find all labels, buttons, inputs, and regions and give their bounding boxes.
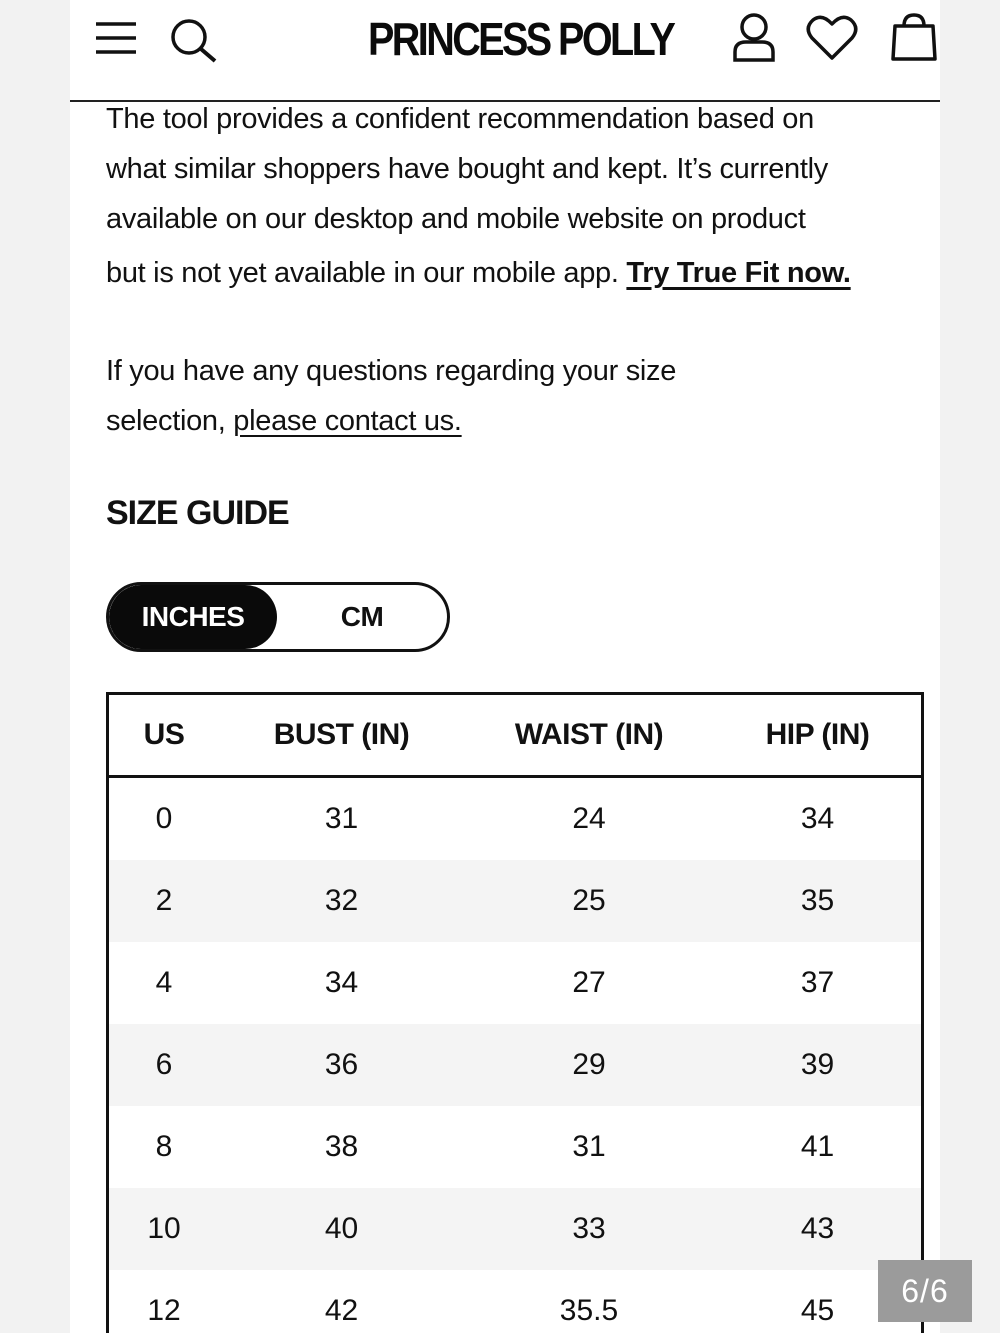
cell-us: 6 (109, 1024, 219, 1106)
unit-toggle[interactable] (106, 582, 450, 652)
table-row (109, 1024, 921, 1106)
bag-icon[interactable] (890, 12, 938, 62)
site-header (70, 0, 940, 102)
cell-us: 0 (155, 802, 173, 835)
intro-line: available on our desktop and mobile website on product (106, 203, 806, 235)
cell-hip: 45 (800, 1294, 835, 1327)
cell-waist: 25 (464, 860, 714, 942)
intro-line: what similar shoppers have bought and kept. It’s currently (106, 153, 828, 185)
cell-waist: 33 (464, 1188, 714, 1270)
intro-line-text: but is not yet available in our mobile app. (106, 257, 619, 289)
cell-us: 4 (155, 966, 173, 999)
cell-hip: 39 (714, 1024, 921, 1106)
search-icon[interactable] (168, 16, 220, 64)
cell-bust: 36 (219, 1024, 464, 1106)
cell-hip: 41 (800, 1130, 835, 1163)
product-page (70, 0, 940, 1333)
questions-line: If you have any questions regarding your size (106, 355, 677, 387)
table-row (109, 777, 921, 861)
cell-waist: 24 (572, 802, 606, 835)
cell-hip: 34 (800, 802, 835, 835)
true-fit-paragraph (106, 94, 851, 298)
column-header-us: US (109, 695, 219, 777)
questions-line-text: selection, (106, 405, 226, 437)
cm-toggle-option[interactable]: CM (340, 601, 384, 632)
cell-bust: 32 (219, 860, 464, 942)
cell-waist: 35.5 (559, 1294, 619, 1327)
cell-hip: 37 (800, 966, 835, 999)
cell-hip: 35 (714, 860, 921, 942)
column-header-bust: BUST (IN) (219, 695, 464, 777)
cell-bust: 40 (219, 1188, 464, 1270)
cell-us: 10 (109, 1188, 219, 1270)
cell-hip: 43 (714, 1188, 921, 1270)
cell-waist: 29 (464, 1024, 714, 1106)
column-header-waist: WAIST (IN) (464, 695, 714, 777)
size-guide-table (106, 692, 924, 1333)
wishlist-icon[interactable] (806, 14, 858, 62)
cell-us: 2 (109, 860, 219, 942)
intro-line (106, 248, 851, 298)
column-header-hip: HIP (IN) (714, 695, 921, 777)
table-row (109, 942, 921, 1024)
cell-waist: 27 (572, 966, 606, 999)
inches-toggle-option[interactable]: INCHES (109, 585, 277, 649)
true-fit-link[interactable]: Try True Fit now. (626, 257, 851, 289)
cell-waist: 31 (572, 1130, 606, 1163)
menu-icon[interactable] (94, 20, 138, 56)
contact-us-link[interactable]: please contact us. (233, 405, 462, 437)
table-row (109, 860, 921, 942)
brand-logo[interactable]: PRINCESS POLLY (368, 13, 674, 65)
account-icon[interactable] (732, 12, 776, 62)
cell-bust: 38 (324, 1130, 359, 1163)
table-row (109, 1106, 921, 1188)
table-header-row (109, 695, 921, 777)
table-row (109, 1270, 921, 1333)
size-guide-title: SIZE GUIDE (106, 494, 289, 532)
cell-us: 12 (147, 1294, 181, 1327)
gallery-counter: 6/6 (878, 1260, 972, 1322)
cell-bust: 31 (324, 802, 359, 835)
intro-line: The tool provides a confident recommendation based on (106, 103, 814, 135)
questions-paragraph (106, 346, 676, 446)
cell-bust: 34 (324, 966, 359, 999)
table-row (109, 1188, 921, 1270)
cell-us: 8 (155, 1130, 173, 1163)
questions-line (106, 396, 676, 446)
cell-bust: 42 (324, 1294, 359, 1327)
